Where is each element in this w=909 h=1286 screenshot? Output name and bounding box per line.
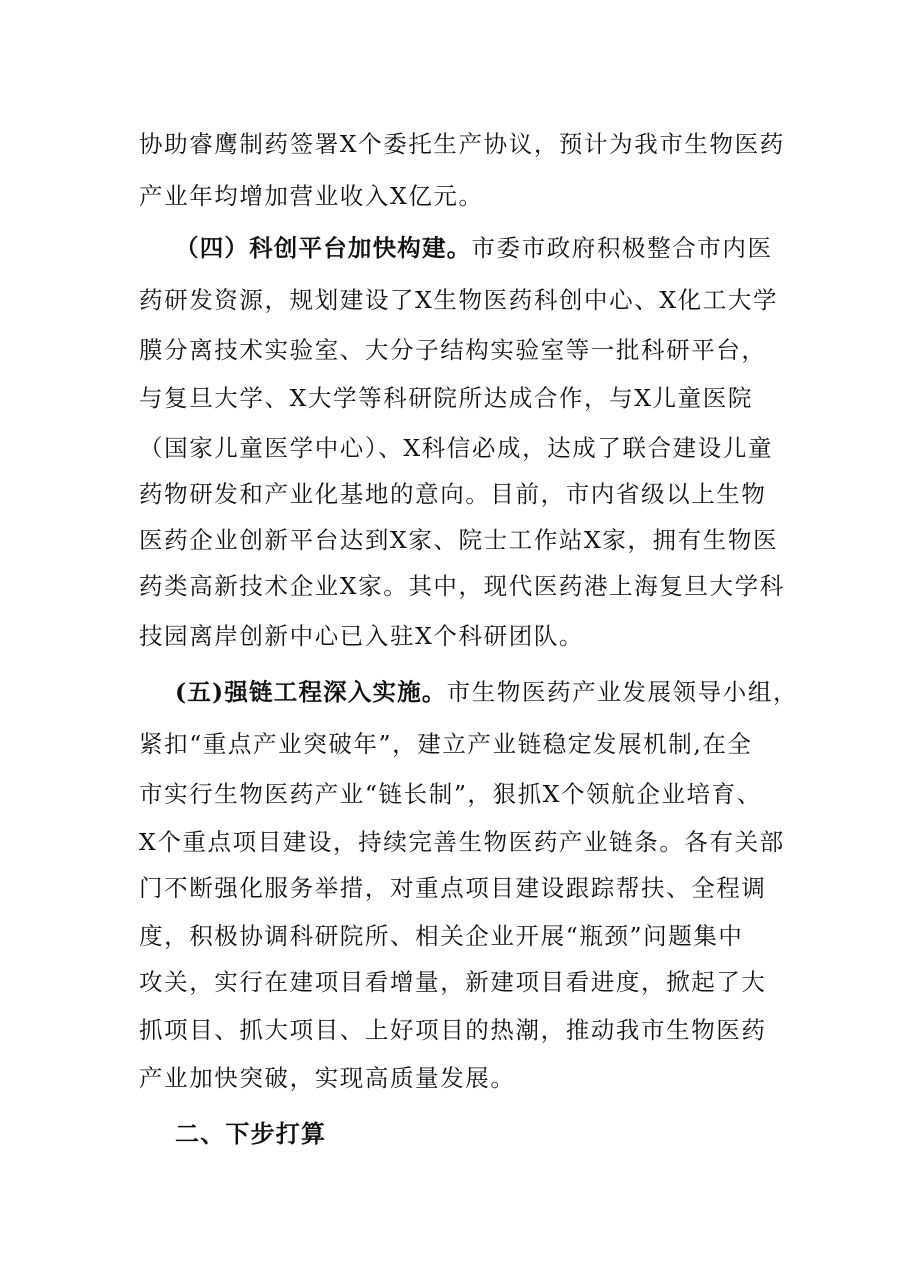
body-text-line: X个重点项目建设，持续完善生物医药产业链条。各有关部 bbox=[139, 828, 785, 856]
body-text-line: 产业年均增加营业收入X亿元。 bbox=[139, 182, 484, 210]
body-text-line: 膜分离技术实验室、大分子结构实验室等一批科研平台， bbox=[139, 336, 767, 364]
body-text-line: 技园离岸创新中心已入驻X个科研团队。 bbox=[139, 622, 585, 650]
body-text-line: （国家儿童医学中心）、X科信必成，达成了联合建设儿童 bbox=[139, 434, 774, 462]
section-heading: 二、下步打算 bbox=[175, 1119, 327, 1148]
body-text-line: 产业加快突破，实现高质量发展。 bbox=[139, 1064, 516, 1092]
body-text-line: 药研发资源，规划建设了X生物医药科创中心、X化工大学 bbox=[139, 286, 779, 314]
section-5-lead-heading: (五)强链工程深入实施。 bbox=[175, 678, 447, 706]
section-5-first-line-text: 市生物医药产业发展领导小组， bbox=[446, 678, 799, 706]
section-4-first-line-text: 市委市政府积极整合市内医 bbox=[471, 234, 773, 262]
body-text-line: 与复旦大学、X大学等科研院所达成合作，与X儿童医院 bbox=[139, 384, 753, 412]
body-text-line: 攻关，实行在建项目看增量，新建项目看进度，掀起了大 bbox=[139, 968, 767, 996]
body-text-line: 药类高新技术企业X家。其中，现代医药港上海复旦大学科 bbox=[139, 572, 785, 600]
body-text-line: 抓项目、抓大项目、上好项目的热潮，推动我市生物医药 bbox=[139, 1016, 767, 1044]
body-text-line: 市实行生物医药产业“链长制”，狠抓X个领航企业培育、 bbox=[139, 780, 762, 808]
body-text-line: 紧扣“重点产业突破年”，建立产业链稳定发展机制,在全 bbox=[139, 730, 753, 758]
section-4-lead-heading: （四）科创平台加快构建。 bbox=[175, 234, 472, 262]
body-text-line: 医药企业创新平台达到X家、院士工作站X家，拥有生物医 bbox=[139, 526, 779, 554]
section-4-first-line bbox=[175, 232, 815, 264]
body-text-line: 度，积极协调科研院所、相关企业开展“瓶颈”问题集中 bbox=[139, 922, 744, 950]
body-text-line: 门不断强化服务举措，对重点项目建设跟踪帮扶、全程调 bbox=[139, 874, 767, 902]
body-text-line: 协助睿鹰制药签署X个委托生产协议，预计为我市生物医药 bbox=[139, 130, 785, 158]
section-5-first-line bbox=[175, 676, 815, 708]
body-text-line: 药物研发和产业化基地的意向。目前，市内省级以上生物 bbox=[139, 480, 767, 508]
